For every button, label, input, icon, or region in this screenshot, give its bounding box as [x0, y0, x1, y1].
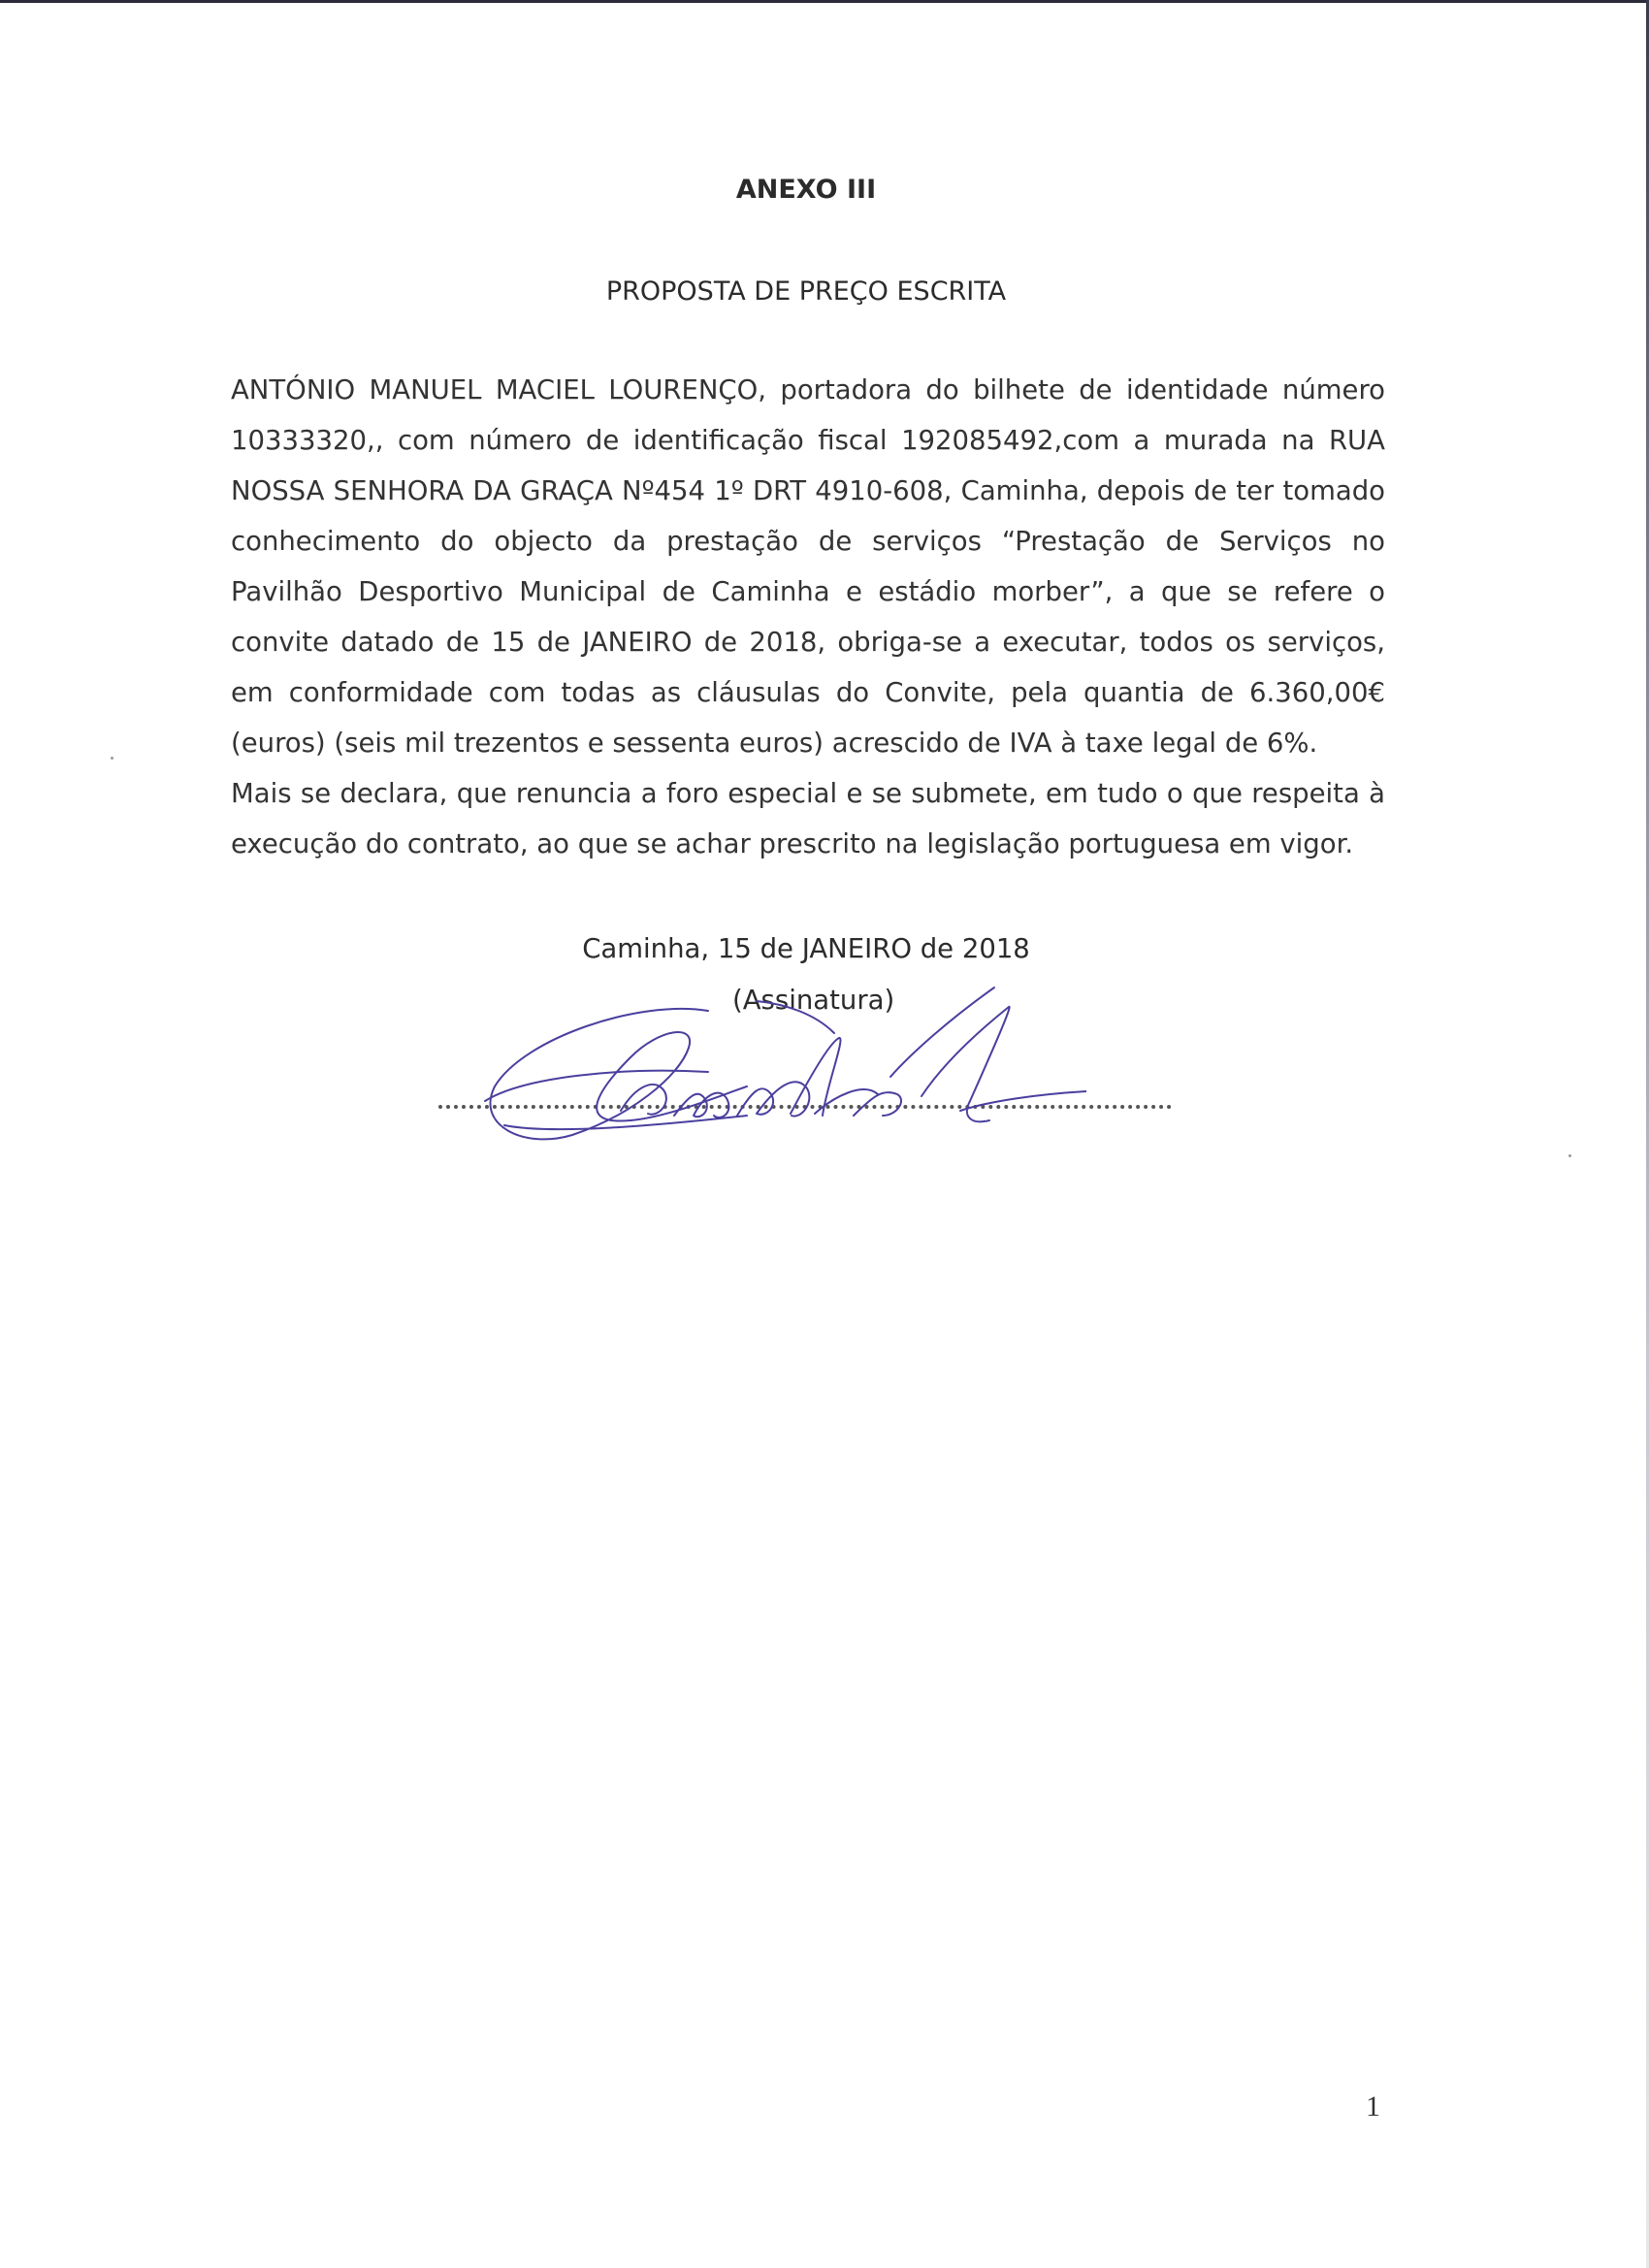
handwritten-signature — [466, 980, 1086, 1154]
document-title: PROPOSTA DE PREÇO ESCRITA — [605, 276, 1007, 307]
page-number: 1 — [1366, 2090, 1380, 2122]
declaration-paragraph: Mais se declara, que renuncia a foro especial e se submete, em tudo o que respeita à execução do contrato, ao que se achar prescrito na legislação portuguesa em vigor. — [231, 778, 1385, 859]
scan-edge-top — [0, 0, 1649, 3]
signature-label: (Assinatura) — [732, 985, 895, 1016]
scan-speck — [111, 757, 113, 760]
place-and-date: Caminha, 15 de JANEIRO de 2018 — [582, 933, 1030, 964]
proposal-paragraph: ANTÓNIO MANUEL MACIEL LOURENÇO, portadora do bilhete de identidade número 10333320,, com número de identificação fiscal 192085492,com a murada na RUA NOSSA SENHORA DA GRAÇA Nº454 1º DRT 4910-608, Caminha, depois de ter tomado conhecimento do objecto da prestação de serviços “Prestação de Serviços no Pavilhão Desportivo Municipal de Caminha e estádio morber”, a que se refere o convite datado de 15 de JANEIRO de 2018, obriga-se a executar, todos os serviços, em conformidade com todas as cláusulas do Convite, pela quantia de 6.360,00€ (euros) (seis mil trezentos e sessenta euros) acrescido de IVA à taxe legal de 6%. — [231, 374, 1385, 759]
scan-speck — [1568, 1154, 1571, 1157]
annex-heading: ANEXO III — [735, 175, 877, 205]
